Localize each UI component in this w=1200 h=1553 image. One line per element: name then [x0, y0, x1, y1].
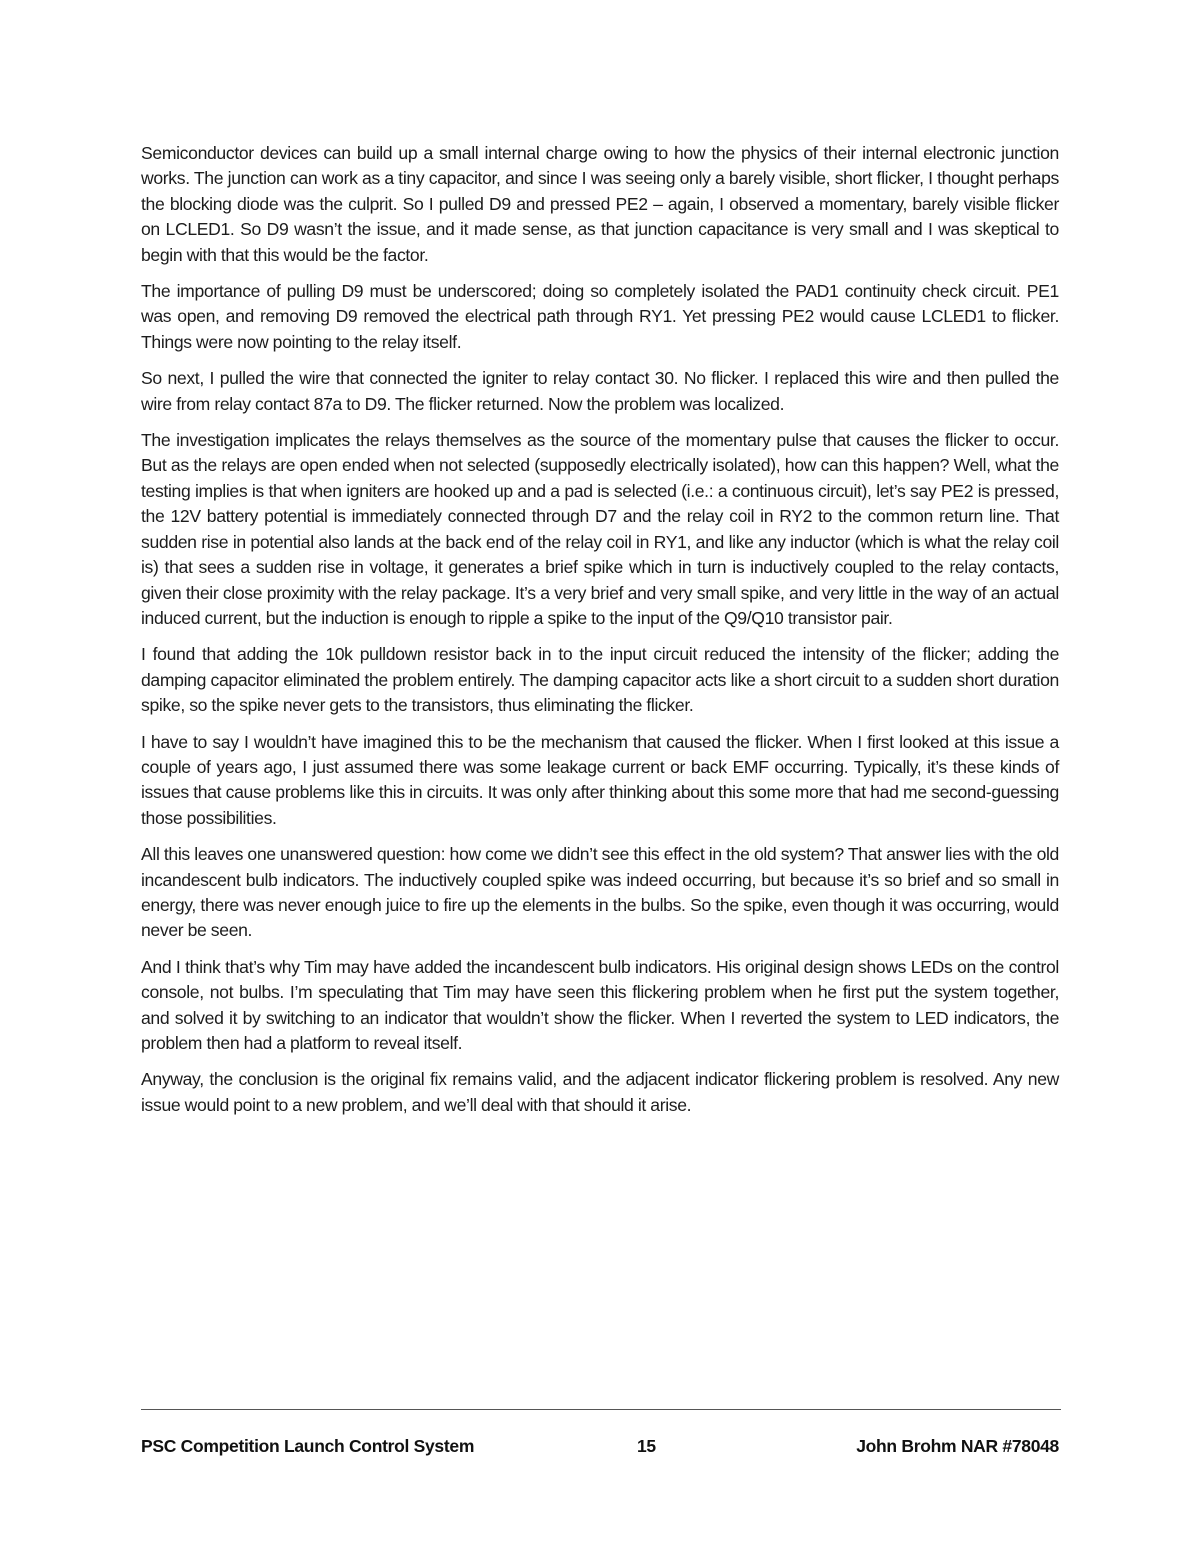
- footer-divider: [141, 1409, 1061, 1410]
- page-body: [141, 141, 1059, 1129]
- paragraph-wire-test: So next, I pulled the wire that connected the igniter to relay contact 30. No flicker. I replaced this wire and then pulled the wire from relay contact 87a to D9. The flicker returned. Now the problem was localized.: [141, 368, 1059, 414]
- footer-page-number: 15: [637, 1436, 656, 1456]
- page-footer: [141, 1436, 1059, 1460]
- paragraph-junction-capacitance: Semiconductor devices can build up a small internal charge owing to how the physics of their internal electronic junction works. The junction can work as a tiny capacitor, and since I was seeing only a barely visible, short flicker, I thought perhaps the blocking diode was the culprit. So I pulled D9 and pressed PE2 – again, I observed a momentary, barely visible flicker on LCLED1. So D9 wasn’t the issue, and it made sense, as that junction capacitance is very small and I was skeptical to begin with that this would be the factor.: [141, 143, 1059, 265]
- paragraph-pulldown-resistor: I found that adding the 10k pulldown resistor back in to the input circuit reduced the intensity of the flicker; adding the damping capacitor eliminated the problem entirely. The damping capacitor acts like a short circuit to a sudden short duration spike, so the spike never gets to the transistors, thus eliminating the flicker.: [141, 644, 1059, 716]
- paragraph-old-system-question: All this leaves one unanswered question: how come we didn’t see this effect in the old system? That answer lies with the old incandescent bulb indicators. The inductively coupled spike was indeed occurring, but because it’s so brief and so small in energy, there was never enough juice to fire up the elements in the bulbs. So the spike, even though it was occurring, would never be seen.: [141, 844, 1059, 941]
- footer-document-title: PSC Competition Launch Control System: [141, 1436, 475, 1456]
- paragraph-tim-speculation: And I think that’s why Tim may have added the incandescent bulb indicators. His original design shows LEDs on the control console, not bulbs. I’m speculating that Tim may have seen this flickering problem when he first put the system together, and solved it by switching to an indicator that wouldn’t show the flicker. When I reverted the system to LED indicators, the problem then had a platform to reveal itself.: [141, 956, 1059, 1053]
- footer-author: John Brohm NAR #78048: [856, 1436, 1059, 1456]
- paragraph-mechanism-reflection: I have to say I wouldn’t have imagined this to be the mechanism that caused the flicker. When I first looked at this issue a couple of years ago, I just assumed there was some leakage current or back EMF occurring. Typically, it’s these kinds of issues that cause problems like this in circuits. It was only after thinking about this some more that had me second-guessing those possibilities.: [141, 731, 1059, 828]
- paragraph-relay-investigation: The investigation implicates the relays themselves as the source of the momentary pulse that causes the flicker to occur. But as the relays are open ended when not selected (supposedly electrically isolated), how can this happen? Well, what the testing implies is that when igniters are hooked up and a pad is selected (i.e.: a continuous circuit), let’s say PE2 is pressed, the 12V battery potential is immediately connected through D7 and the relay coil in RY2 to the common return line. That sudden rise in potential also lands at the back end of the relay coil in RY1, and like any inductor (which is what the relay coil is) that sees a sudden rise in voltage, it generates a brief spike which in turn is inductively coupled to the relay contacts, given their close proximity with the relay package. It’s a very brief and very small spike, and very little in the way of an actual induced current, but the induction is enough to ripple a spike to the input of the Q9/Q10 transistor pair.: [141, 430, 1059, 628]
- paragraph-pulling-d9: The importance of pulling D9 must be underscored; doing so completely isolated the PAD1 continuity check circuit. PE1 was open, and removing D9 removed the electrical path through RY1. Yet pressing PE2 would cause LCLED1 to flicker. Things were now pointing to the relay itself.: [141, 281, 1059, 352]
- paragraph-conclusion: Anyway, the conclusion is the original fix remains valid, and the adjacent indicator flickering problem is resolved. Any new issue would point to a new problem, and we’ll deal with that should it arise.: [141, 1069, 1059, 1115]
